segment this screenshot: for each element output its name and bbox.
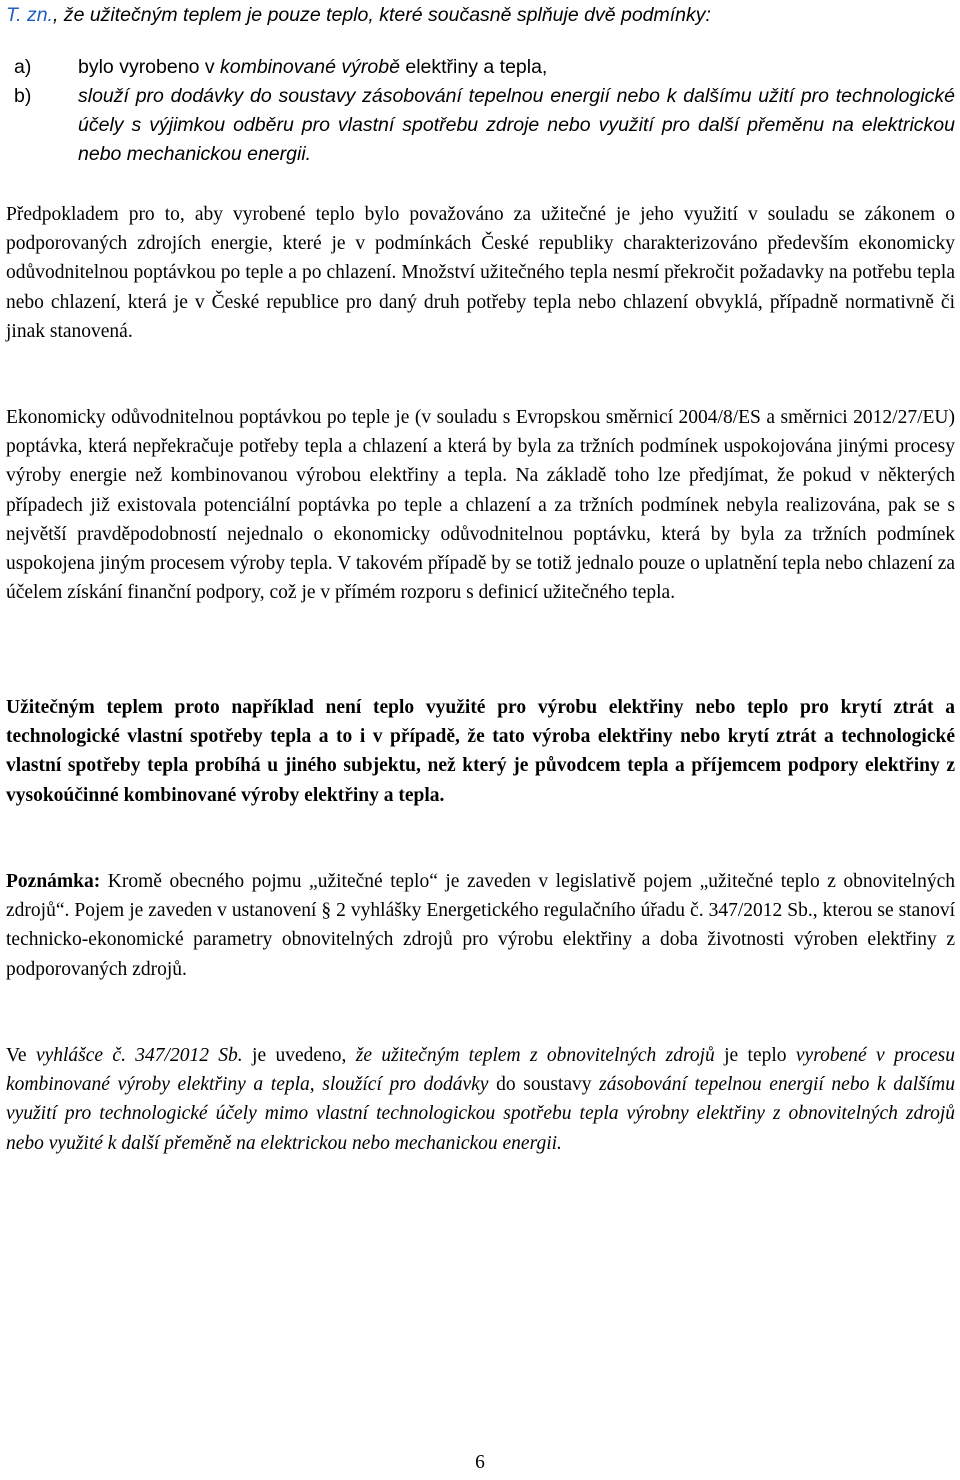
condition-a-part-1: bylo vyrobeno v bbox=[78, 56, 220, 78]
intro-line bbox=[6, 1, 955, 30]
condition-a-text bbox=[78, 53, 955, 82]
conditions-list bbox=[14, 53, 955, 169]
page-number: 6 bbox=[475, 1452, 485, 1473]
condition-a-part-2: kombinované výrobě bbox=[220, 56, 406, 78]
decree-part-4: že užitečným teplem z obnovitelných zdrojů bbox=[355, 1045, 715, 1066]
intro-text: , že užitečným teplem je pouze teplo, které současně splňuje dvě podmínky: bbox=[52, 4, 711, 26]
paragraph-note bbox=[6, 867, 955, 984]
paragraph-not-useful-heat: Užitečným teplem proto například není teplo využité pro výrobu elektřiny nebo teplo pro krytí ztrát a technologické vlastní spotřeby tepla a to i v případě, že tato výroba elektřiny nebo krytí ztrát a technologické vlastní spotřeby tepla probíhá u jiného subjektu, než který je původcem tepla a příjemcem podpory elektřiny z vysokoúčinné kombinované výroby elektřiny a tepla. bbox=[6, 697, 955, 806]
condition-a bbox=[14, 53, 955, 82]
decree-part-2: vyhlášce č. 347/2012 Sb. bbox=[35, 1045, 243, 1066]
decree-part-7: do soustavy bbox=[488, 1074, 600, 1096]
condition-a-part-3: elektřiny a tepla, bbox=[405, 56, 548, 78]
condition-a-marker: a) bbox=[14, 56, 32, 78]
note-text: Kromě obecného pojmu „užitečné teplo“ je zaveden v legislativě pojem „užitečné teplo z obnovitelných zdrojů“. Pojem je zaveden v ustanovení § 2 vyhlášky Energetického regulačního úřadu č. 347/2012 Sb., kterou se stanoví technicko-ekonomické parametry obnovitelných zdrojů pro výrobu elektřiny a doba životnosti výroben elektřiny z podporovaných zdrojů. bbox=[6, 871, 955, 980]
decree-part-5: je teplo bbox=[714, 1045, 796, 1066]
note-label: Poznámka: bbox=[6, 871, 101, 892]
decree-part-8: zásobování tepelnou energií nebo k dalšímu využití pro technologické účely mimo vlastní technologickou spotřebu tepla výrobny elektřiny z obnovitelných zdrojů nebo využité k další přeměně na elektrickou nebo mechanickou energii. bbox=[6, 1074, 956, 1154]
decree-part-6: vyrobené v procesu kombinované výroby elektřiny a tepla, sloužící pro dodávky bbox=[6, 1045, 956, 1096]
condition-b-marker: b) bbox=[14, 85, 32, 107]
condition-b bbox=[14, 82, 955, 169]
paragraph-prerequisite: Předpokladem pro to, aby vyrobené teplo bylo považováno za užitečné je jeho využití v souladu se zákonem o podporovaných zdrojích energie, které je v podmínkách České republiky charakterizováno především ekonomicky odůvodnitelnou poptávkou po teple a po chlazení. Množství užitečného tepla nesmí překročit požadavky na potřebu tepla nebo chlazení, která je v České republice pro daný druh potřeby tepla nebo chlazení obvyklá, případně normativně či jinak stanovená. bbox=[6, 204, 955, 342]
paragraph-economic-demand: Ekonomicky odůvodnitelnou poptávkou po teple je (v souladu s Evropskou směrnicí 2004/8/ES a směrnici 2012/27/EU) poptávka, která nepřekračuje potřeby tepla a chlazení a která by byla za tržních podmínek uspokojována jinými procesy výroby energie než kombinovanou výrobou elektřiny a tepla. Na základě toho lze předjímat, že pokud v některých případech již existovala potenciální poptávka po teple a chlazení a za tržních podmínek nebyla realizována, pak se s největší pravděpodobností nejednalo o ekonomicky odůvodnitelnou poptávku, která by byla za tržních podmínek uspokojena jiným procesem výroby tepla. V takovém případě by se totiž jednalo pouze o uplatnění tepla nebo chlazení za účelem získání finanční podpory, což je v přímém rozporu s definicí užitečného tepla. bbox=[6, 407, 955, 604]
decree-part-1: Ve bbox=[6, 1045, 36, 1066]
paragraph-decree bbox=[6, 1041, 955, 1158]
intro-prefix: T. zn. bbox=[6, 4, 53, 26]
condition-b-text: slouží pro dodávky do soustavy zásobování tepelnou energií nebo k dalšímu užití pro technologické účely s výjimkou odběru pro vlastní spotřebu zdroje nebo využití pro další přeměnu na elektrickou nebo mechanickou energii. bbox=[78, 85, 955, 165]
decree-part-3: je uvedeno, bbox=[242, 1045, 356, 1066]
